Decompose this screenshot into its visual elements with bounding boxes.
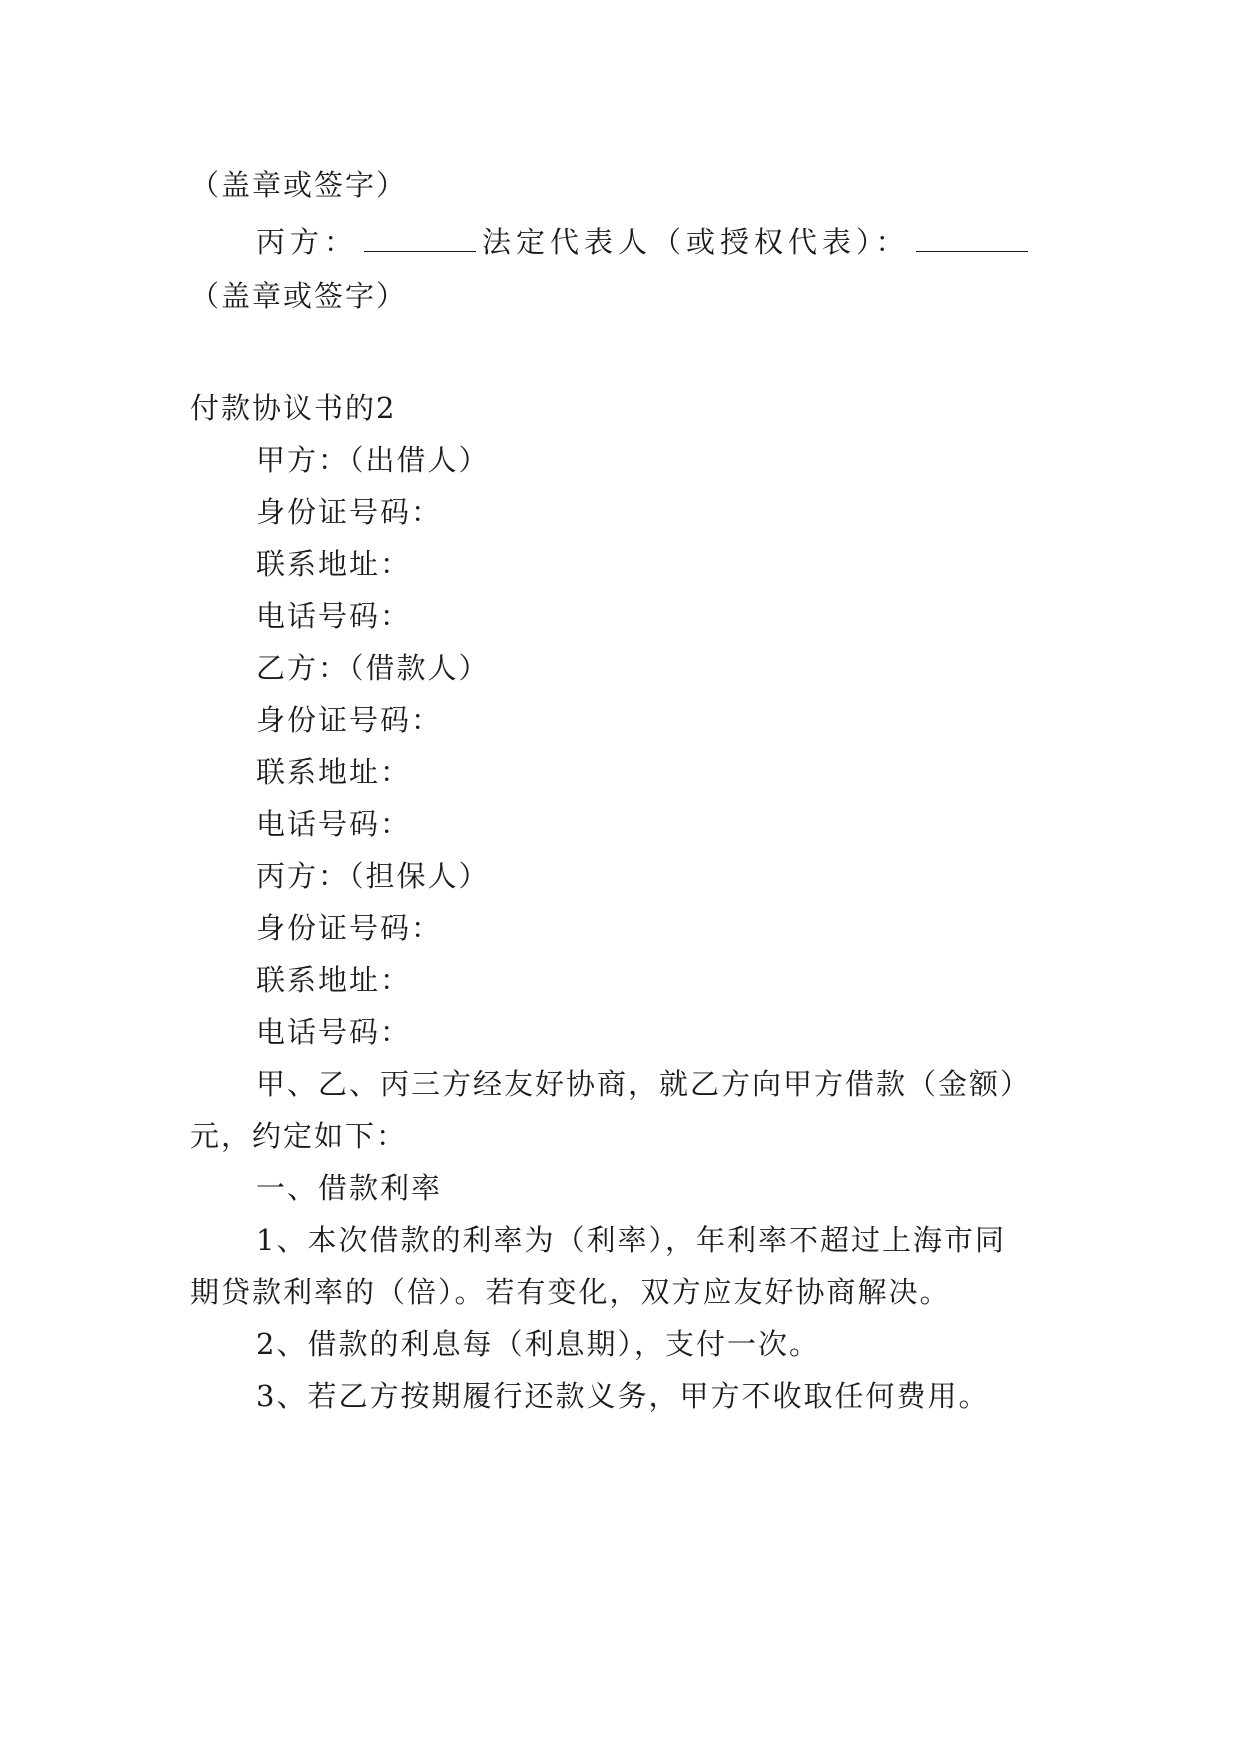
- party-c-heading: 丙方：（担保人）: [256, 859, 490, 893]
- clause-2: 2、借款的利息每（利息期），支付一次。: [256, 1327, 820, 1361]
- party-b-id-field: 身份证号码：: [256, 703, 443, 737]
- party-c-label: 丙方：: [256, 225, 359, 259]
- legal-representative-label: 法定代表人（或授权代表）：: [482, 225, 910, 259]
- party-c-id-field: 身份证号码：: [256, 911, 443, 945]
- clause-1-line-1: 1、本次借款的利率为（利率），年利率不超过上海市同: [256, 1223, 1006, 1257]
- seal-or-signature-note: （盖章或签字）: [190, 168, 408, 202]
- seal-or-signature-note: （盖章或签字）: [190, 279, 408, 313]
- clause-3: 3、若乙方按期履行还款义务，甲方不收取任何费用。: [256, 1379, 990, 1413]
- party-b-heading: 乙方：（借款人）: [256, 651, 490, 685]
- agreement-title: 付款协议书的2: [190, 391, 397, 425]
- party-a-phone-field: 电话号码：: [256, 599, 412, 633]
- party-b-address-field: 联系地址：: [256, 755, 412, 789]
- party-a-heading: 甲方：（出借人）: [256, 443, 490, 477]
- party-c-signature-line: [256, 222, 1070, 262]
- intro-paragraph-line-2: 元，约定如下：: [190, 1119, 408, 1153]
- party-a-address-field: 联系地址：: [256, 547, 412, 581]
- intro-paragraph-line-1: 甲、乙、丙三方经友好协商，就乙方向甲方借款（金额）: [256, 1067, 1032, 1101]
- legal-representative-blank[interactable]: [916, 225, 1028, 252]
- party-b-phone-field: 电话号码：: [256, 807, 412, 841]
- party-a-id-field: 身份证号码：: [256, 495, 443, 529]
- section-heading-interest-rate: 一、借款利率: [256, 1171, 443, 1205]
- party-c-address-field: 联系地址：: [256, 963, 412, 997]
- party-c-phone-field: 电话号码：: [256, 1015, 412, 1049]
- party-c-name-blank[interactable]: [364, 225, 476, 252]
- clause-1-line-2: 期贷款利率的（倍）。若有变化，双方应友好协商解决。: [190, 1275, 951, 1309]
